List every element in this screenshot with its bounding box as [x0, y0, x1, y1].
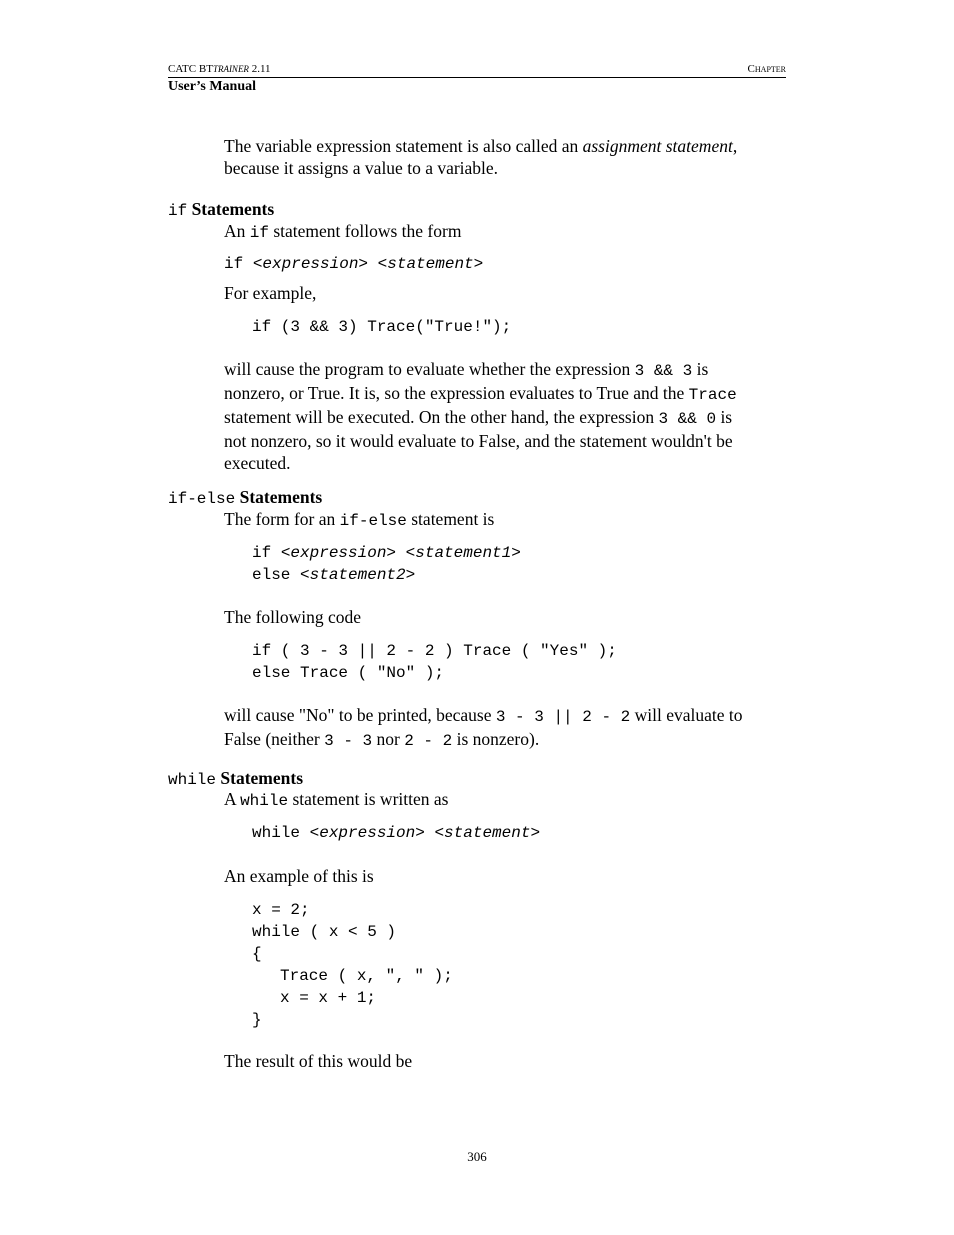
keyword: while [252, 824, 310, 842]
code-line: } [252, 1011, 262, 1029]
inline-code: 3 - 3 || 2 - 2 [495, 708, 631, 726]
text: A [224, 789, 241, 809]
keyword: if [224, 255, 253, 273]
inline-code: if-else [339, 512, 407, 530]
syntax-statement: <statement1> [405, 544, 521, 562]
inline-code: if [249, 224, 269, 242]
running-header-product [168, 63, 271, 75]
product-version: 2.11 [251, 63, 271, 75]
header-rule [168, 77, 786, 78]
ifelse-syntax [252, 542, 521, 586]
heading-text: Statements [191, 199, 275, 219]
product-italic: TRAINER [212, 64, 249, 74]
keyword: if [252, 544, 281, 562]
intro-paragraph [224, 135, 789, 179]
syntax-statement: <statement2> [300, 566, 416, 584]
code-line: if ( 3 - 3 || 2 - 2 ) Trace ( "Yes" ); [252, 642, 617, 660]
code-line: Trace ( x, ", " ); [280, 967, 453, 985]
intro-italic-term: assignment statement [582, 136, 733, 156]
while-syntax [252, 822, 540, 844]
while-example-code [252, 899, 453, 1031]
following-code-text: The following code [224, 607, 362, 627]
heading-code: if [168, 202, 188, 220]
inline-code: 3 && 0 [658, 410, 717, 428]
text: is [692, 359, 709, 379]
heading-text: Statements [220, 768, 304, 788]
running-header-chapter: Chapter [747, 63, 786, 75]
ifelse-explanation [224, 704, 789, 752]
keyword: else [252, 566, 301, 584]
heading-code: while [168, 771, 217, 789]
if-section-heading [168, 198, 274, 222]
inline-code: while [240, 792, 289, 810]
text: nor [372, 729, 405, 749]
ifelse-form-text [224, 508, 789, 532]
text: nonzero, or True. It is, so the expression evaluates to True and the [224, 383, 689, 403]
text: statement is [406, 509, 495, 529]
code-line: { [252, 945, 262, 963]
while-form-text [224, 788, 789, 812]
text: False (neither [224, 729, 325, 749]
result-text: The result of this would be [224, 1051, 413, 1071]
text: is [716, 407, 733, 427]
code-line: x = x + 1; [280, 989, 377, 1007]
text: An [224, 221, 250, 241]
intro-comma: , [732, 136, 738, 156]
syntax-expression: <expression> [252, 255, 369, 273]
ifelse-section-heading [168, 486, 322, 510]
code-line: while ( x < 5 ) [252, 923, 397, 941]
syntax-statement: <statement> [434, 824, 541, 842]
text: is nonzero). [452, 729, 540, 749]
inline-code: 3 && 3 [634, 362, 693, 380]
text: executed. [224, 453, 291, 473]
syntax-expression: <expression> [280, 544, 397, 562]
heading-text: Statements [239, 487, 323, 507]
ifelse-example-code [252, 640, 617, 684]
for-example-text: For example, [224, 283, 317, 303]
syntax-expression: <expression> [309, 824, 425, 842]
intro-text: The variable expression statement is also called an [224, 136, 583, 156]
product-prefix: CATC BT [168, 63, 213, 75]
intro-text-2: because it assigns a value to a variable. [224, 158, 499, 178]
heading-code: if-else [168, 490, 236, 508]
if-syntax [224, 253, 483, 275]
text: The form for an [224, 509, 340, 529]
text: will cause "No" to be printed, because [224, 705, 496, 725]
inline-code: 3 - 3 [324, 732, 373, 750]
text: will cause the program to evaluate whether the expression [224, 359, 635, 379]
text: will evaluate to [630, 705, 743, 725]
if-form-text [224, 220, 789, 244]
text: not nonzero, so it would evaluate to False, and the statement wouldn't be [224, 431, 733, 451]
example-intro-text: An example of this is [224, 866, 374, 886]
code-line: x = 2; [252, 901, 310, 919]
inline-code: 2 - 2 [404, 732, 453, 750]
syntax-statement: <statement> [377, 255, 484, 273]
page-number: 306 [467, 1149, 487, 1164]
text: statement is written as [288, 789, 449, 809]
text: statement follows the form [268, 221, 462, 241]
code-line: else Trace ( "No" ); [252, 664, 445, 682]
text: statement will be executed. On the other hand, the expression [224, 407, 659, 427]
if-example-code: if (3 && 3) Trace("True!"); [252, 318, 512, 336]
running-header-subtitle: User’s Manual [168, 79, 257, 94]
if-explanation [224, 358, 789, 474]
inline-code: Trace [688, 386, 737, 404]
